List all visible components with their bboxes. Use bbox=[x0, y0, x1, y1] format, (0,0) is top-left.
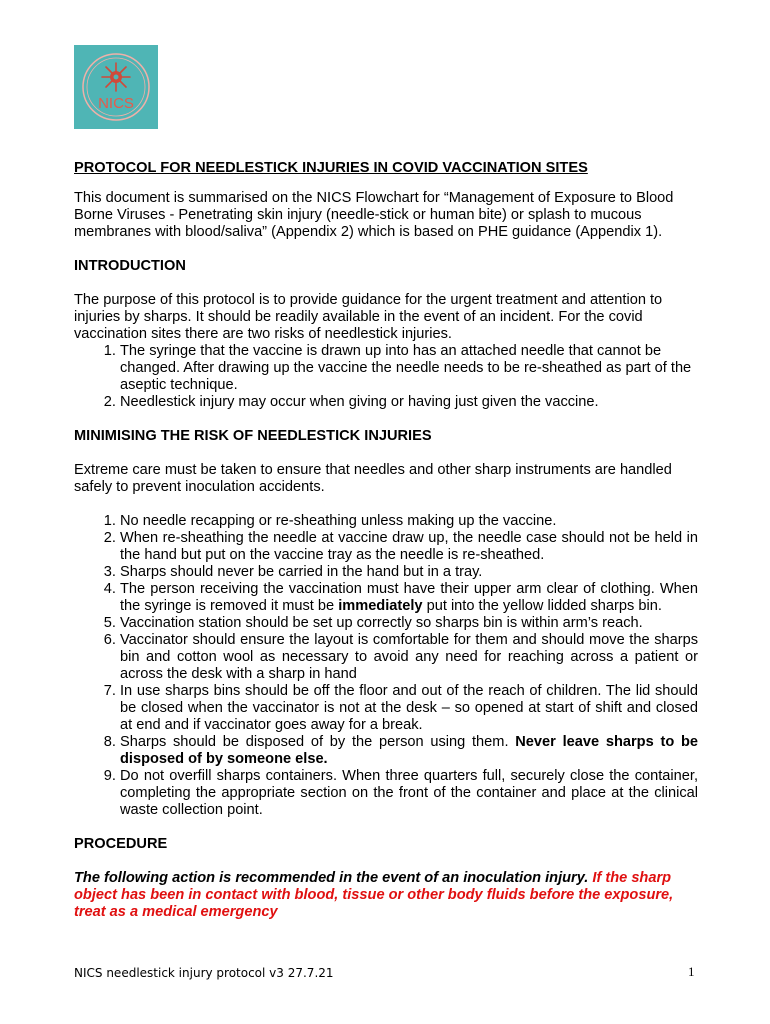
list-item: 7. In use sharps bins should be off the floor and out of the reach of children. The lid should be closed when the vaccinator is not at the desk – so opened at start of shift and closed at end and if vaccinator goes away for a break. bbox=[120, 683, 698, 734]
item-text: Sharps should be disposed of by the person using them. bbox=[120, 734, 516, 750]
item-text: put into the yellow lidded sharps bin. bbox=[422, 598, 662, 614]
item-bold-text: Never leave sharps to be disposed of by someone else. bbox=[120, 734, 699, 767]
document-body bbox=[74, 160, 698, 921]
list-item bbox=[120, 734, 698, 768]
intro-paragraph: This document is summarised on the NICS Flowchart for “Management of Exposure to Blood Borne Viruses - Penetrating skin injury (needle-stick or human bite) or splash to mucous membranes with blood/saliva” (Appendix 2) which is based on PHE guidance (Appendix 1). bbox=[74, 190, 674, 240]
minimising-list bbox=[74, 513, 698, 819]
list-item: 2. Needlestick injury may occur when giving or having just given the vaccine. bbox=[120, 394, 698, 411]
minimising-heading: MINIMISING THE RISK OF NEEDLESTICK INJURIES bbox=[74, 428, 432, 444]
procedure-paragraph bbox=[74, 870, 698, 921]
item-bold-text: immediately bbox=[338, 598, 423, 614]
list-item bbox=[120, 581, 698, 615]
item-text: The person receiving the vaccination must have their upper arm clear of clothing. When the syringe is removed it must be bbox=[120, 581, 698, 614]
list-item: 1. The syringe that the vaccine is drawn up into has an attached needle that cannot be changed. After drawing up the vaccine the needle needs to be re-sheathed as part of the aseptic technique. bbox=[120, 343, 698, 394]
introduction-list bbox=[74, 343, 698, 411]
procedure-heading: PROCEDURE bbox=[74, 836, 168, 852]
procedure-text: The following action is recommended in the event of an inoculation injury. bbox=[74, 870, 593, 886]
document-title: PROTOCOL FOR NEEDLESTICK INJURIES IN COVID VACCINATION SITES bbox=[74, 160, 588, 176]
list-item: 1. No needle recapping or re-sheathing unless making up the vaccine. bbox=[120, 513, 698, 530]
footer-document-name: NICS needlestick injury protocol v3 27.7.21 bbox=[74, 966, 334, 980]
nics-logo-icon bbox=[74, 45, 158, 129]
list-item: 6. Vaccinator should ensure the layout is comfortable for them and should move the sharps bin and cotton wool as necessary to avoid any need for reaching across a patient or across the desk with a sharp in hand bbox=[120, 632, 698, 683]
page-number: 1 bbox=[688, 964, 695, 979]
introduction-heading: INTRODUCTION bbox=[74, 258, 186, 274]
list-item: 5. Vaccination station should be set up correctly so sharps bin is within arm’s reach. bbox=[120, 615, 698, 632]
minimising-paragraph: Extreme care must be taken to ensure that needles and other sharp instruments are handled safely to prevent inoculation accidents. bbox=[74, 462, 672, 495]
nics-logo bbox=[74, 45, 158, 129]
list-item: 9. Do not overfill sharps containers. When three quarters full, securely close the container, completing the appropriate section on the front of the container and place at the clinical waste collection point. bbox=[120, 768, 698, 819]
introduction-paragraph: The purpose of this protocol is to provide guidance for the urgent treatment and attention to injuries by sharps. It should be readily available in the event of an incident. For the covid vaccination sites there are two risks of needlestick injuries. bbox=[74, 292, 663, 342]
procedure-emergency-text: If the sharp object has been in contact with blood, tissue or other body fluids before the exposure, treat as a medical emergency bbox=[74, 870, 674, 920]
list-item: 3. Sharps should never be carried in the hand but in a tray. bbox=[120, 564, 698, 581]
list-item: 2. When re-sheathing the needle at vaccine draw up, the needle case should not be held in the hand but put on the vaccine tray as the needle is re-sheathed. bbox=[120, 530, 698, 564]
logo-text: NICS bbox=[98, 95, 134, 112]
